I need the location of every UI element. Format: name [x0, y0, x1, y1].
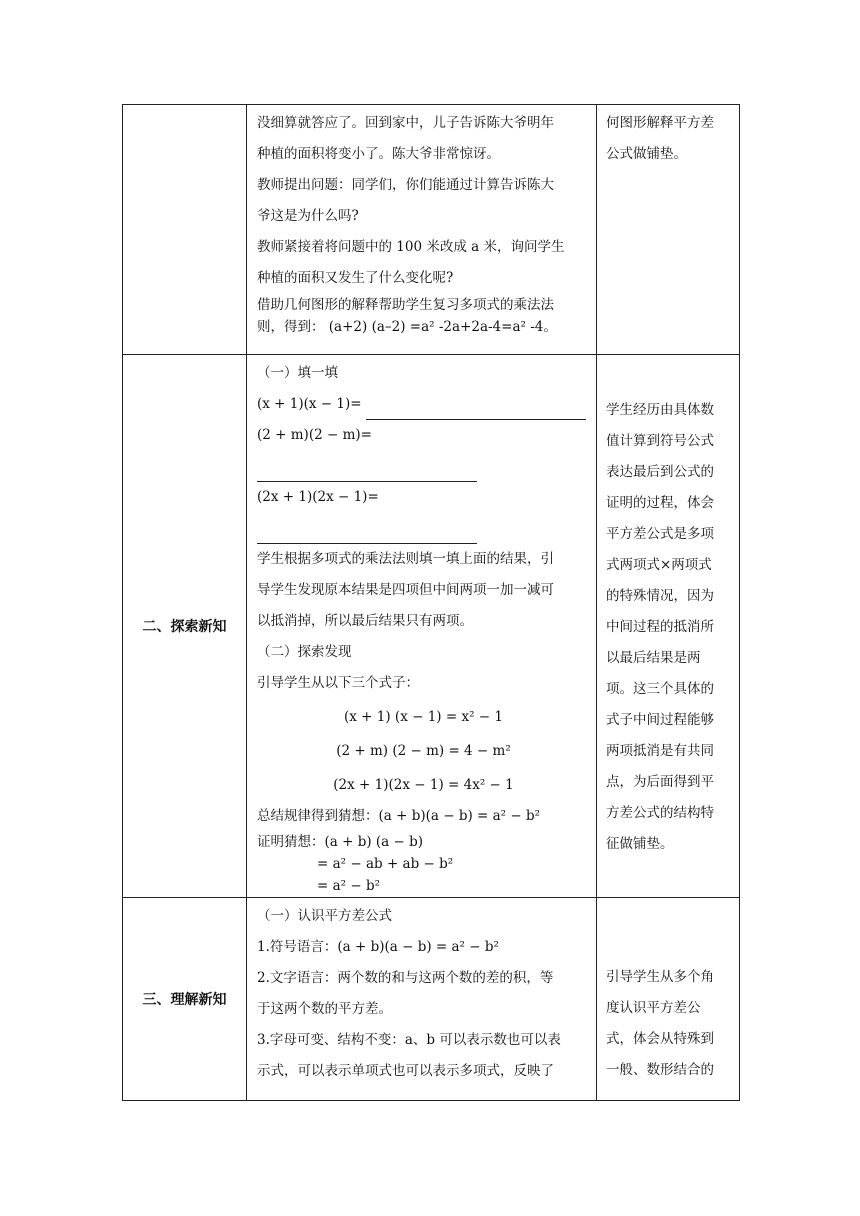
lesson-plan-table	[122, 104, 740, 1101]
fill-blank-line	[257, 389, 590, 420]
text-line: 征做铺垫。	[606, 836, 674, 852]
text-line: 公式做铺垫。	[606, 146, 687, 162]
expression: (x + 1)(x − 1)=	[257, 396, 362, 412]
text-line: 一般、数形结合的	[606, 1062, 714, 1078]
expression: (2 + m)(2 − m)=	[257, 427, 372, 443]
equation: (2x + 1)(2x − 1) = 4x² − 1	[333, 777, 514, 793]
subheading: （一）认识平方差公式	[257, 908, 392, 924]
text-line: 教师紧接着将问题中的 100 米改成 a 米，询问学生	[257, 239, 565, 255]
text-line: 证明的过程，体会	[606, 495, 714, 511]
equation: (x + 1) (x − 1) = x² − 1	[344, 709, 503, 725]
text-line: 导学生发现原本结果是四项但中间两项一加一减可	[257, 582, 554, 598]
text-line: 中间过程的抵消所	[606, 619, 714, 635]
text-line: 种植的面积又发生了什么变化呢?	[257, 270, 454, 286]
text-line: 值计算到符号公式	[606, 433, 714, 449]
step-cell	[123, 105, 247, 355]
subheading: （二）探索发现	[257, 644, 352, 660]
text-line: 于这两个数的平方差。	[257, 1001, 392, 1017]
text-line: 教师提出问题：同学们，你们能通过计算告诉陈大	[257, 177, 554, 193]
text-line: 方差公式的结构特	[606, 805, 714, 821]
step-cell: 二、探索新知	[123, 355, 247, 898]
text-line: 何图形解释平方差	[606, 115, 714, 131]
answer-blank	[257, 527, 477, 544]
text-line: 项。这三个具体的	[606, 681, 714, 697]
text-line: 则，得到： (a+2) (a–2) =a² -2a+2a-4=a² -4。	[257, 319, 557, 335]
text-line: 表达最后到公式的	[606, 464, 714, 480]
conjecture: 总结规律得到猜想：(a + b)(a − b) = a² − b²	[257, 808, 541, 824]
content-cell	[247, 355, 597, 898]
text-line: 2.文字语言：两个数的和与这两个数的差的积，等	[257, 970, 554, 986]
content-cell	[247, 898, 597, 1101]
text-line: 3.字母可变、结构不变：a、b 可以表示数也可以表	[257, 1032, 561, 1048]
text-line: 以最后结果是两	[606, 650, 701, 666]
proof-line: 证明猜想：(a + b) (a − b)	[257, 834, 424, 850]
text-line: 以抵消掉，所以最后结果只有两项。	[257, 613, 473, 629]
purpose-cell	[597, 105, 740, 355]
text-line: 学生经历由具体数	[606, 402, 714, 418]
fill-blank-line	[257, 420, 590, 482]
text-line: 式，体会从特殊到	[606, 1031, 714, 1047]
text-line: 示式，可以表示单项式也可以表示多项式，反映了	[257, 1063, 554, 1079]
proof-line: = a² − ab + ab − b²	[317, 856, 454, 872]
proof-line: = a² − b²	[317, 878, 381, 894]
step-cell: 三、理解新知	[123, 898, 247, 1101]
text-line: 引导学生从以下三个式子：	[257, 675, 419, 691]
expression: (2x + 1)(2x − 1)=	[257, 489, 379, 505]
text-line: 引导学生从多个角	[606, 969, 714, 985]
table-row	[123, 355, 740, 898]
table-row	[123, 105, 740, 355]
text-line: 学生根据多项式的乘法法则填一填上面的结果，引	[257, 551, 554, 567]
answer-blank	[366, 403, 586, 420]
text-line: 借助几何图形的解释帮助学生复习多项式的乘法法	[257, 297, 554, 313]
text-line: 两项抵消是有共同	[606, 743, 714, 759]
text-line: 式子中间过程能够	[606, 712, 714, 728]
text-line: 式两项式×两项式	[606, 557, 712, 573]
text-line: 爷这是为什么吗?	[257, 208, 359, 224]
purpose-cell	[597, 355, 740, 898]
text-line: 平方差公式是多项	[606, 526, 714, 542]
text-line: 没细算就答应了。回到家中，儿子告诉陈大爷明年	[257, 115, 554, 131]
content-cell	[247, 105, 597, 355]
subheading: （一）填一填	[257, 365, 338, 381]
fill-blank-line	[257, 482, 590, 544]
text-line: 种植的面积将变小了。陈大爷非常惊讶。	[257, 146, 500, 162]
purpose-cell	[597, 898, 740, 1101]
text-line: 度认识平方差公	[606, 1000, 701, 1016]
answer-blank	[257, 465, 477, 482]
text-line: 点，为后面得到平	[606, 774, 714, 790]
table-row	[123, 898, 740, 1101]
equation: (2 + m) (2 − m) = 4 − m²	[336, 743, 511, 759]
text-line: 的特殊情况，因为	[606, 588, 714, 604]
text-line: 1.符号语言：(a + b)(a − b) = a² − b²	[257, 939, 499, 955]
